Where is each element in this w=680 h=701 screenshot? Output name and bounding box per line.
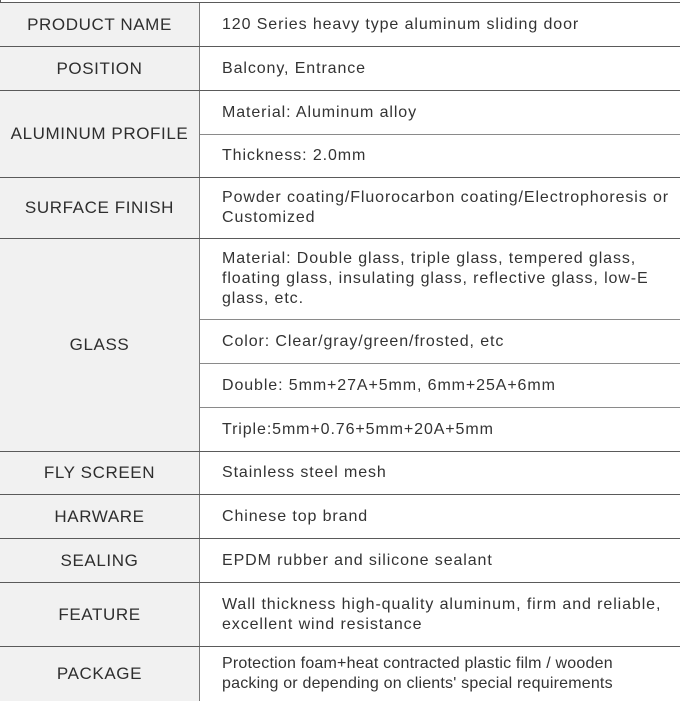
cell-divider	[200, 363, 680, 364]
label-glass: GLASS	[0, 239, 200, 451]
value-fly-screen: Stainless steel mesh	[222, 464, 387, 481]
row-surface-finish	[0, 178, 680, 238]
row-package	[0, 647, 680, 701]
value-hardware: Chinese top brand	[222, 507, 369, 525]
value-package: Protection foam+heat contracted plastic film / wooden packing or depending on clients' special requirements	[222, 655, 613, 692]
value-product-name: 120 Series heavy type aluminum sliding door	[222, 15, 580, 33]
value-glass-double: Double: 5mm+27A+5mm, 6mm+25A+6mm	[222, 376, 556, 394]
cell-divider	[200, 134, 680, 135]
label-position: POSITION	[0, 47, 200, 90]
label-sealing: SEALING	[0, 539, 200, 582]
row-feature	[0, 583, 680, 646]
label-surface-finish: SURFACE FINISH	[0, 178, 200, 238]
row-position	[0, 47, 680, 90]
cell-divider	[200, 319, 680, 320]
label-fly-screen: FLY SCREEN	[0, 452, 200, 494]
label-product-name: PRODUCT NAME	[0, 3, 200, 46]
value-glass-triple: Triple:5mm+0.76+5mm+20A+5mm	[222, 420, 494, 438]
value-sealing: EPDM rubber and silicone sealant	[222, 551, 493, 569]
row-hardware	[0, 495, 680, 538]
row-sealing	[0, 539, 680, 582]
label-feature: FEATURE	[0, 583, 200, 646]
value-position: Balcony, Entrance	[222, 59, 366, 77]
value-glass-material: Material: Double glass, triple glass, tempered glass, floating glass, insulating glass, reflective glass, low-E glass, etc.	[222, 250, 649, 307]
row-product-name	[0, 3, 680, 46]
value-feature: Wall thickness high-quality aluminum, firm and reliable, excellent wind resistance	[222, 595, 662, 633]
value-surface-finish: Powder coating/Fluorocarbon coating/Electrophoresis or Customized	[222, 189, 670, 226]
value-profile-material: Material: Aluminum alloy	[222, 103, 417, 121]
label-aluminum-profile: ALUMINUM PROFILE	[0, 91, 200, 177]
cell-divider	[200, 407, 680, 408]
value-profile-thickness: Thickness: 2.0mm	[222, 146, 367, 164]
label-package: PACKAGE	[0, 647, 200, 701]
row-glass	[0, 239, 680, 451]
value-glass-color: Color: Clear/gray/green/frosted, etc	[222, 332, 505, 350]
row-fly-screen	[0, 452, 680, 494]
label-hardware: HARWARE	[0, 495, 200, 538]
